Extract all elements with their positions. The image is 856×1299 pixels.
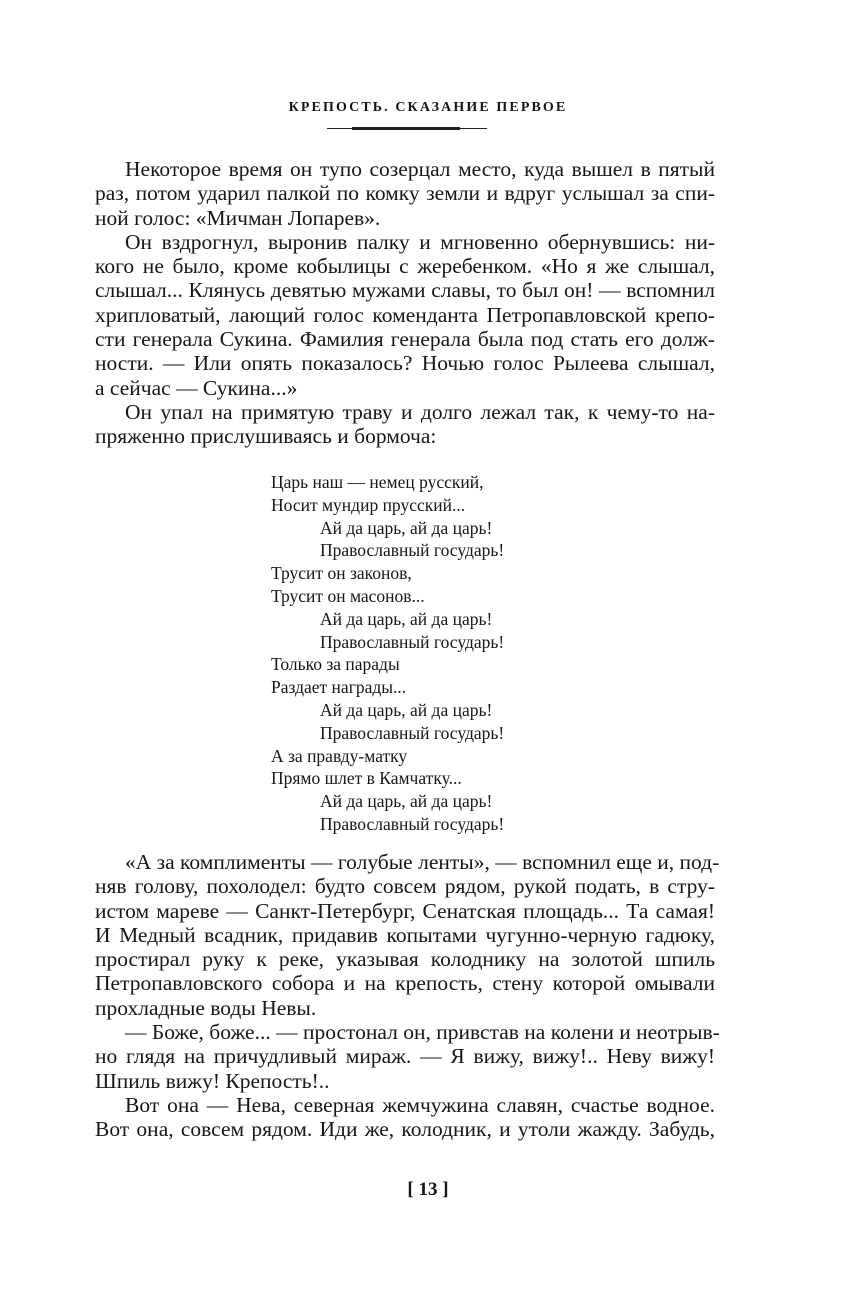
text-line: а сейчас — Сукина...» xyxy=(95,375,298,400)
verse-refrain-line: Ай да царь, ай да царь! xyxy=(320,517,493,538)
verse-line: Трусит он законов, xyxy=(271,563,412,584)
text-line: Он упал на примятую траву и долго лежал так, к чему-то на- xyxy=(125,399,715,424)
text-line: но глядя на причудливый мираж. — Я вижу, вижу!.. Неву вижу! xyxy=(95,1044,715,1069)
text-line: Вот она, совсем рядом. Иди же, колодник, и утоли жажду. Забудь, xyxy=(95,1117,715,1142)
text-line: кого не было, кроме кобылицы с жеребенком. «Но я же слышал, xyxy=(95,254,715,279)
verse-line: Раздает награды... xyxy=(271,677,407,698)
text-line: ности. — Или опять показалось? Ночью голос Рылеева слышал, xyxy=(95,351,715,376)
text-line: истом мареве — Санкт-Петербург, Сенатская площадь... Та самая! xyxy=(95,898,715,923)
text-line: Петропавловского собора и на крепость, стену которой омывали xyxy=(95,971,715,996)
verse-refrain-line: Православный государь! xyxy=(320,722,505,743)
text-line: пряженно прислушиваясь и бормоча: xyxy=(95,424,437,449)
verse-refrain-line: Ай да царь, ай да царь! xyxy=(320,791,493,812)
text-line: Он вздрогнул, выронив палку и мгновенно обернувшись: ни- xyxy=(125,229,715,254)
text-line: прохладные воды Невы. xyxy=(95,995,317,1020)
header-rule-bold xyxy=(352,127,460,130)
text-line: Вот она — Нева, северная жемчужина славян, счастье водное. xyxy=(125,1092,715,1117)
text-line: раз, потом ударил палкой по комку земли и вдруг услышал за спи- xyxy=(95,181,715,206)
prose-top xyxy=(95,157,715,449)
text-line: — Боже, боже... — простонал он, привстав на колени и неотрыв- xyxy=(125,1020,720,1045)
verse-line: Царь наш — немец русский, xyxy=(271,472,484,492)
text-line: Некоторое время он тупо созерцал место, куда вышел в пятый xyxy=(125,157,715,181)
prose-bottom xyxy=(95,850,720,1142)
verse-line: Носит мундир прусский... xyxy=(271,494,466,515)
text-line: простирал руку к реке, указывая колоднику на золотой шпиль xyxy=(95,947,715,972)
text-line: сти генерала Сукина. Фамилия генерала была под стать его долж- xyxy=(95,327,715,352)
verse-refrain-line: Православный государь! xyxy=(320,631,505,652)
verse-line: Только за парады xyxy=(271,654,400,675)
verse-refrain-line: Ай да царь, ай да царь! xyxy=(320,608,493,629)
verse-line: А за правду-матку xyxy=(271,745,408,766)
text-line: няв голову, похолодел: будто совсем рядом, рукой подать, в стру- xyxy=(95,874,715,899)
verse-refrain-line: Православный государь! xyxy=(320,540,505,561)
text-line: Шпиль вижу! Крепость!.. xyxy=(95,1068,330,1093)
verse-refrain-line: Ай да царь, ай да царь! xyxy=(320,699,493,720)
text-line: ной голос: «Мичман Лопарев». xyxy=(95,205,381,230)
verse-line: Трусит он масонов... xyxy=(271,585,425,606)
text-line: хрипловатый, лающий голос коменданта Петропавловской крепо- xyxy=(95,302,715,327)
verse-refrain-line: Православный государь! xyxy=(320,813,505,834)
text-line: слышал... Клянусь девятью мужами славы, то был он! — вспомнил xyxy=(95,278,715,303)
running-title: КРЕПОСТЬ. СКАЗАНИЕ ПЕРВОЕ xyxy=(288,100,568,115)
verse-block xyxy=(271,471,671,836)
verse-line: Прямо шлет в Камчатку... xyxy=(271,768,462,789)
text-line: «А за комплименты — голубые ленты», — вспомнил еще и, под- xyxy=(125,850,720,874)
page-number: [ 13 ] xyxy=(407,1179,449,1200)
text-line: И Медный всадник, придавив копытами чугунно-черную гадюку, xyxy=(95,922,715,947)
